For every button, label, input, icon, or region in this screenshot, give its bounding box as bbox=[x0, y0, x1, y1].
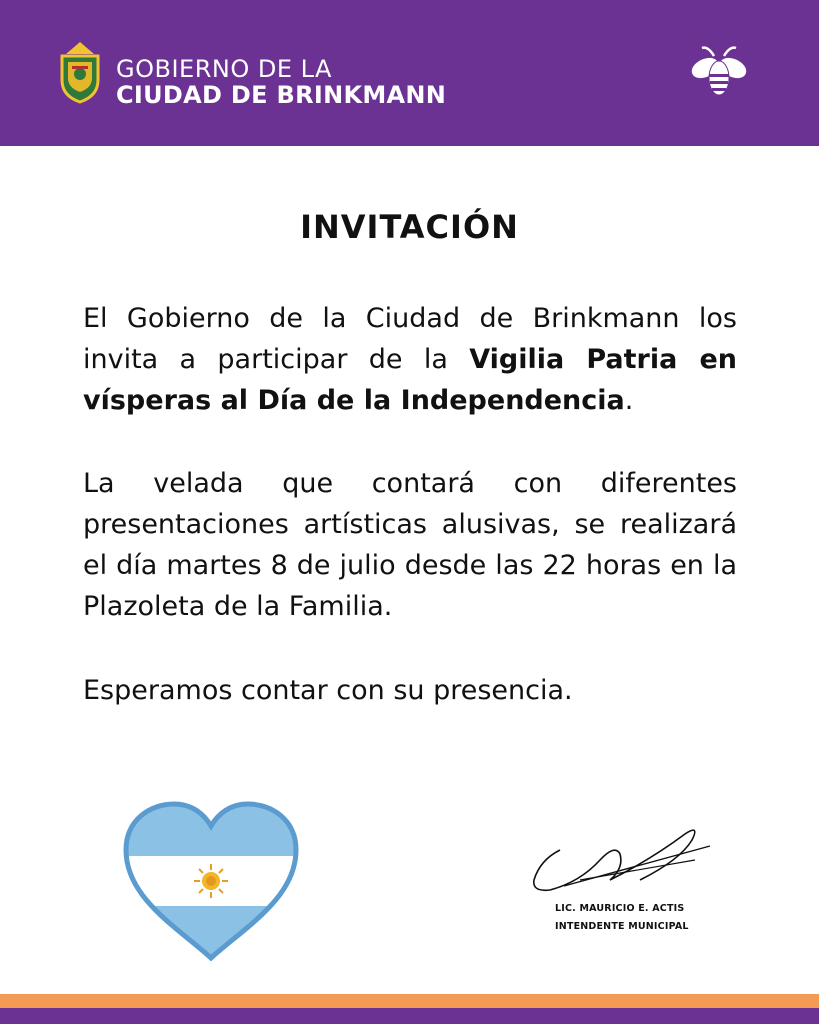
invitation-paragraph-1 bbox=[83, 298, 737, 421]
signature-scribble bbox=[520, 820, 720, 910]
header-bar bbox=[0, 0, 819, 146]
signature-role: INTENDENTE MUNICIPAL bbox=[555, 921, 689, 932]
invitation-title: INVITACIÓN bbox=[300, 208, 519, 246]
brand-line1: GOBIERNO DE LA bbox=[116, 55, 332, 83]
bee-icon bbox=[688, 42, 750, 102]
argentina-flag-heart-icon bbox=[118, 798, 304, 964]
brand-line2: CIUDAD DE BRINKMANN bbox=[116, 81, 447, 109]
invitation-paragraph-2: La velada que contará con diferentes presentaciones artísticas alusivas, se realizará el día martes 8 de julio desde las 22 horas en la Plazoleta de la Familia. bbox=[83, 468, 737, 622]
brand-text bbox=[116, 56, 446, 108]
footer-stripe-orange bbox=[0, 994, 819, 1008]
paragraph1-end: . bbox=[624, 385, 634, 416]
paragraph1-start: El Gobierno de la Ciudad de Brinkmann los invita a participar de la bbox=[83, 303, 737, 375]
signature-name: LIC. MAURICIO E. ACTIS bbox=[555, 903, 685, 914]
coat-of-arms-icon bbox=[58, 38, 102, 104]
invitation-paragraph-3: Esperamos contar con su presencia. bbox=[83, 675, 573, 706]
event-name: Vigilia Patria en vísperas al Día de la Independencia bbox=[83, 344, 737, 416]
footer-stripe-purple bbox=[0, 1008, 819, 1024]
